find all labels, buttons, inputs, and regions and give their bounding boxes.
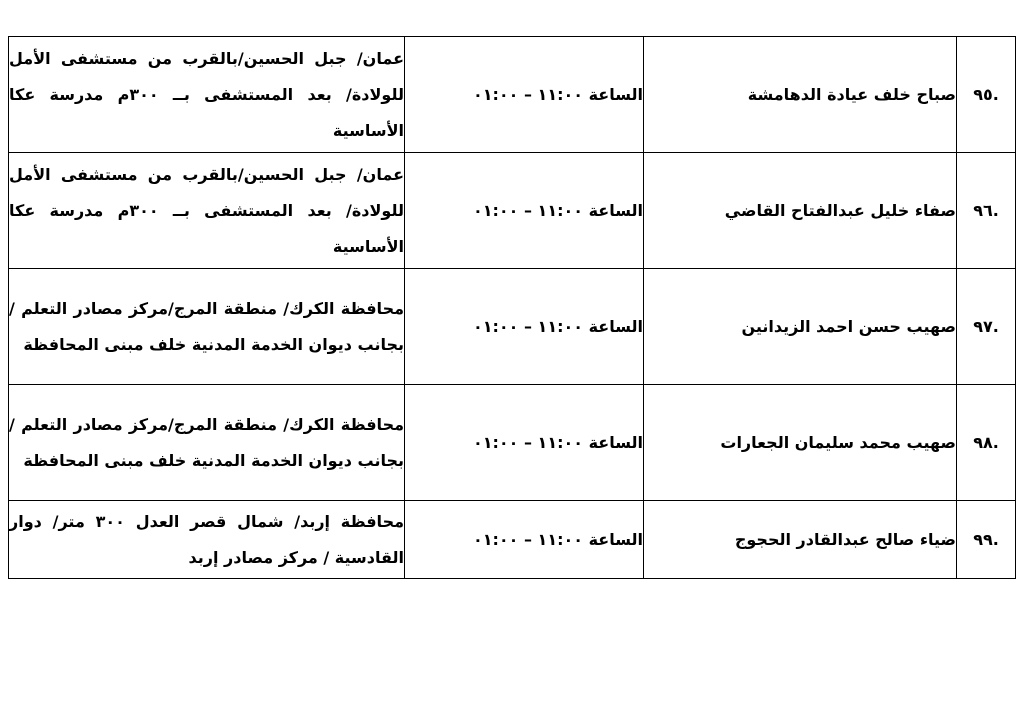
table-row xyxy=(9,153,1016,269)
row-number: .٩٨ xyxy=(957,385,1016,501)
row-number: .٩٧ xyxy=(957,269,1016,385)
time-slot: الساعة ١١:٠٠ – ٠١:٠٠ xyxy=(405,501,644,579)
table-row xyxy=(9,501,1016,579)
table-row xyxy=(9,385,1016,501)
address: عمان/ جبل الحسين/بالقرب من مستشفى الأمل للولادة/ بعد المستشفى بــ ٣٠٠م مدرسة عكا الأساسية xyxy=(9,37,405,153)
row-number: .٩٥ xyxy=(957,37,1016,153)
time-slot: الساعة ١١:٠٠ – ٠١:٠٠ xyxy=(405,269,644,385)
person-name: صهيب محمد سليمان الجعارات xyxy=(644,385,957,501)
time-slot: الساعة ١١:٠٠ – ٠١:٠٠ xyxy=(405,153,644,269)
address: محافظة الكرك/ منطقة المرج/مركز مصادر التعلم / بجانب ديوان الخدمة المدنية خلف مبنى المحافظة xyxy=(9,269,405,385)
person-name: صباح خلف عيادة الدهامشة xyxy=(644,37,957,153)
time-slot: الساعة ١١:٠٠ – ٠١:٠٠ xyxy=(405,385,644,501)
address: محافظة إربد/ شمال قصر العدل ٣٠٠ متر/ دوار القادسية / مركز مصادر إربد xyxy=(9,501,405,579)
table-row xyxy=(9,37,1016,153)
schedule-table xyxy=(8,36,1016,579)
address: محافظة الكرك/ منطقة المرج/مركز مصادر التعلم / بجانب ديوان الخدمة المدنية خلف مبنى المحافظة xyxy=(9,385,405,501)
table-row xyxy=(9,269,1016,385)
row-number: .٩٩ xyxy=(957,501,1016,579)
person-name: ضياء صالح عبدالقادر الحجوج xyxy=(644,501,957,579)
time-slot: الساعة ١١:٠٠ – ٠١:٠٠ xyxy=(405,37,644,153)
row-number: .٩٦ xyxy=(957,153,1016,269)
person-name: صهيب حسن احمد الزيدانين xyxy=(644,269,957,385)
person-name: صفاء خليل عبدالفتاح القاضي xyxy=(644,153,957,269)
address: عمان/ جبل الحسين/بالقرب من مستشفى الأمل للولادة/ بعد المستشفى بــ ٣٠٠م مدرسة عكا الأساسية xyxy=(9,153,405,269)
